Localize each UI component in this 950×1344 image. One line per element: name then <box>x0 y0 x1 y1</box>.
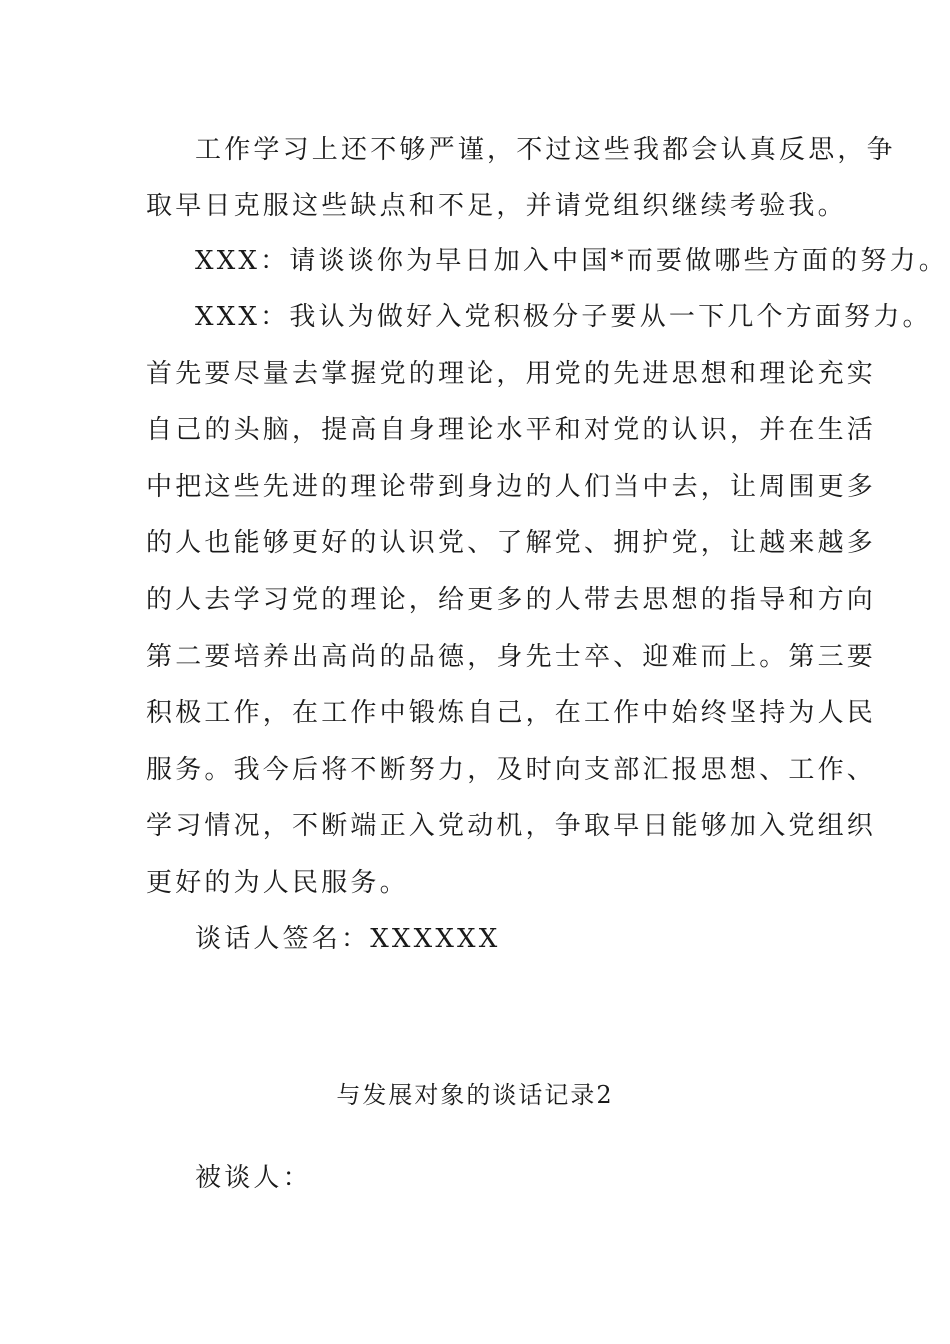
answer-line: 的人也能够更好的认识党、了解党、拥护党，让越来越多 <box>146 528 877 558</box>
answer-line: 的人去学习党的理论，给更多的人带去思想的指导和方向 <box>146 585 877 615</box>
answer-line: 第二要培养出高尚的品德，身先士卒、迎难而上。第三要 <box>146 642 877 672</box>
answer-line: 积极工作，在工作中锻炼自己，在工作中始终坚持为人民 <box>146 698 877 728</box>
paragraph-line: 工作学习上还不够严谨，不过这些我都会认真反思，争 <box>195 135 896 165</box>
answer-line: 中把这些先进的理论带到身边的人们当中去，让周围更多 <box>146 472 877 502</box>
section-title: 与发展对象的谈话记录2 <box>336 1081 614 1109</box>
question-line: XXX：请谈谈你为早日加入中国*而要做哪些方面的努力。 <box>195 246 948 276</box>
signature-line: 谈话人签名：XXXXXX <box>195 924 501 954</box>
answer-line: 服务。我今后将不断努力，及时向支部汇报思想、工作、 <box>146 755 877 785</box>
answer-line: 自己的头脑，提高自身理论水平和对党的认识，并在生活 <box>146 415 877 445</box>
answer-line: 首先要尽量去掌握党的理论，用党的先进思想和理论充实 <box>146 359 877 389</box>
paragraph-line: 取早日克服这些缺点和不足，并请党组织继续考验我。 <box>146 191 847 221</box>
answer-line: XXX：我认为做好入党积极分子要从一下几个方面努力。 <box>195 302 932 332</box>
answer-line: 学习情况，不断端正入党动机，争取早日能够加入党组织 <box>146 811 877 841</box>
answer-line: 更好的为人民服务。 <box>146 868 409 898</box>
interviewee-label: 被谈人： <box>195 1163 312 1193</box>
